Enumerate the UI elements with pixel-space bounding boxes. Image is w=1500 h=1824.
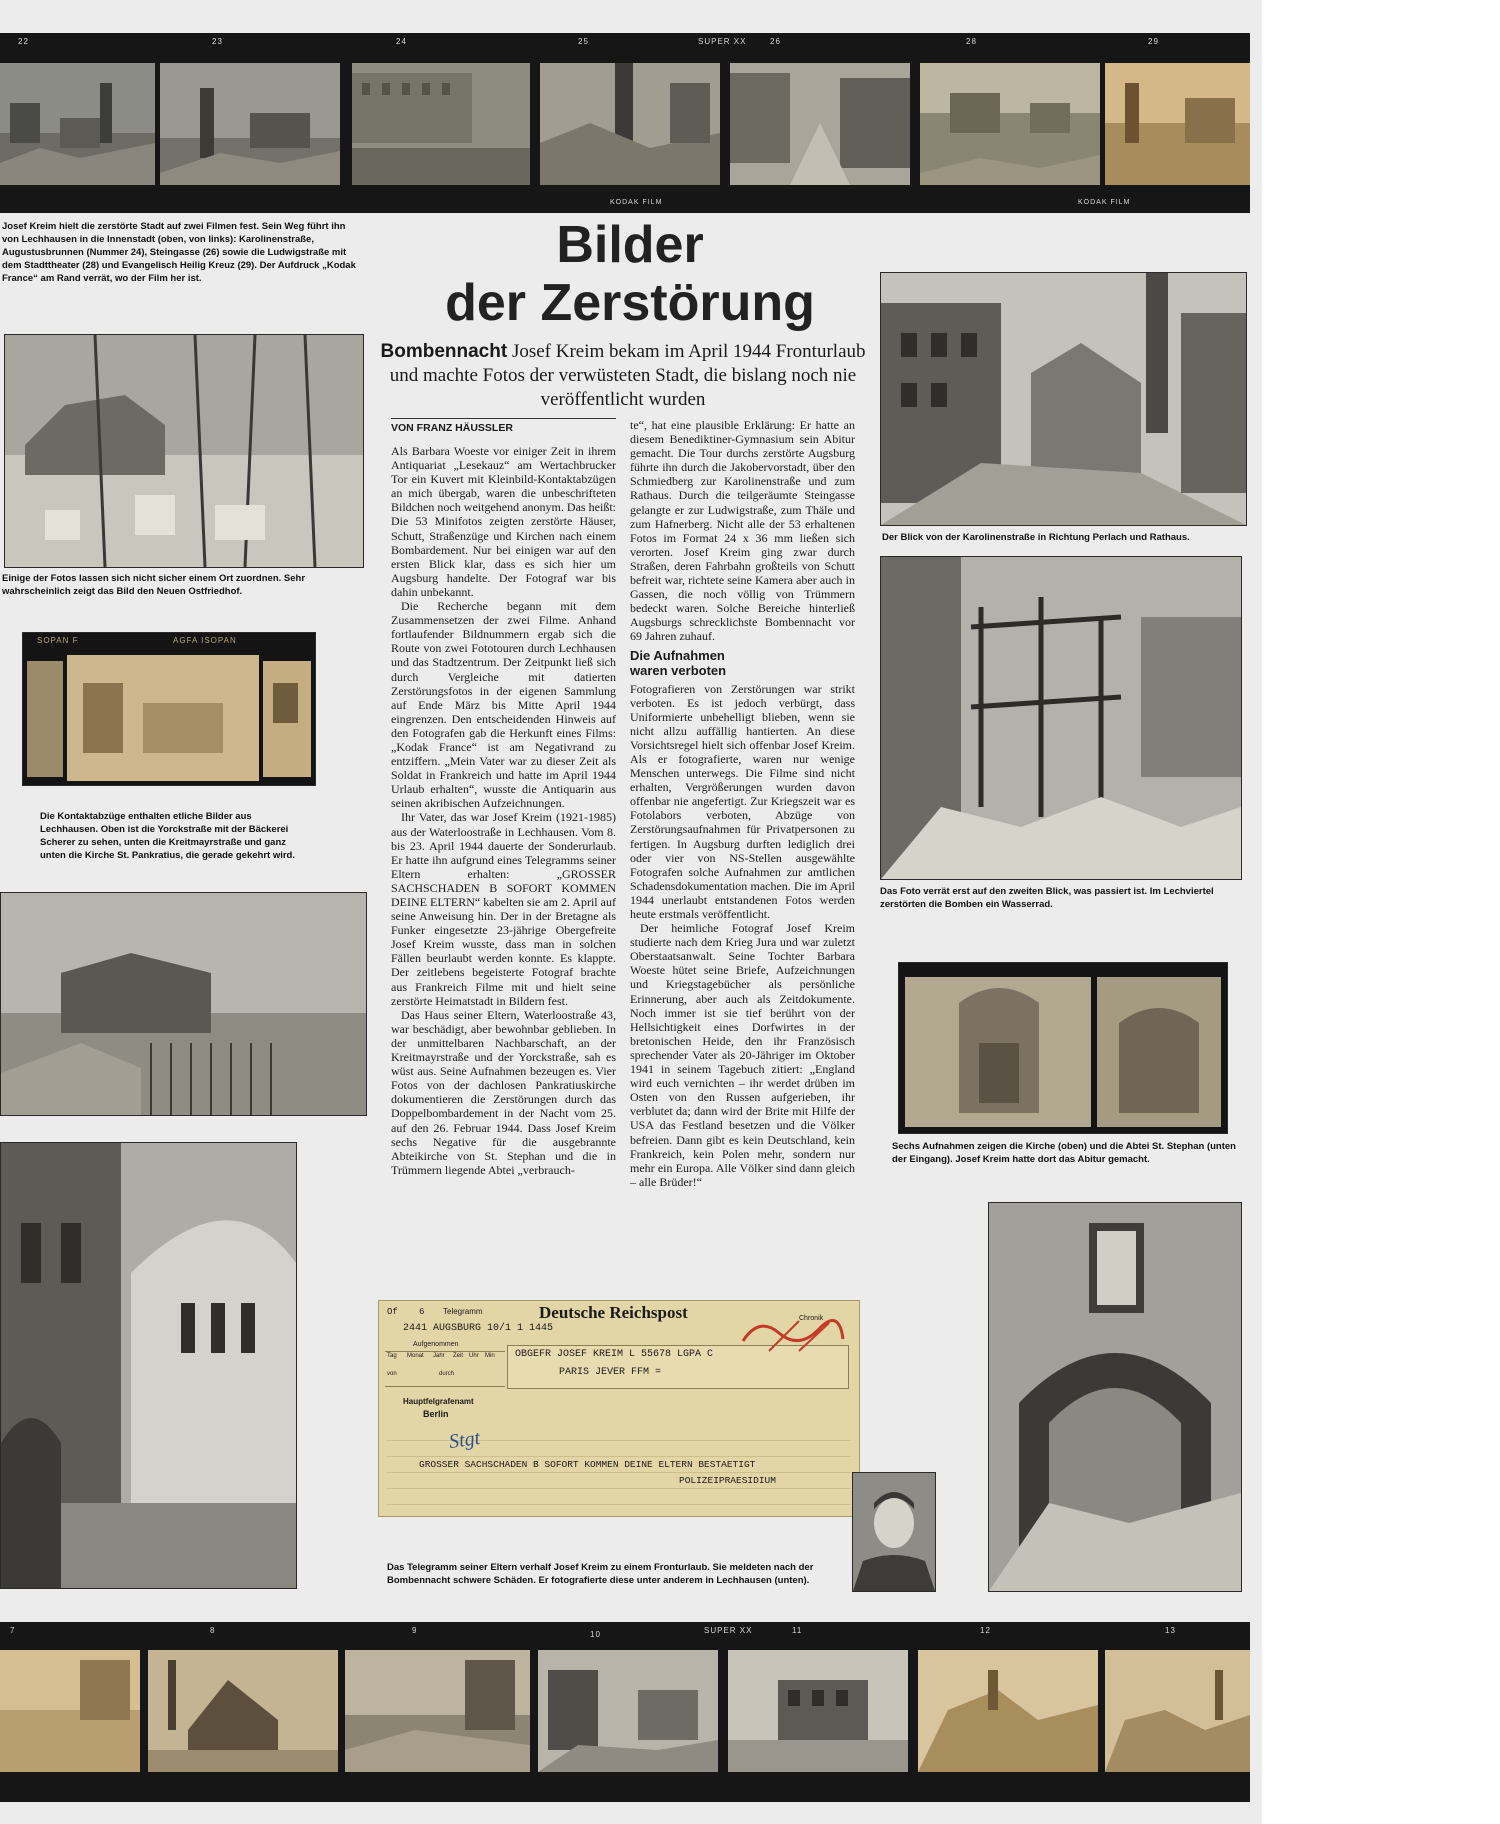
caption-telegram: Das Telegramm seiner Eltern verhalf Josef Kreim zu einem Fronturlaub. Sie meldeten nach der Bombennacht schwere Schäden. Er fotografierte diese unter anderem in Lechhausen (unten). <box>387 1562 814 1586</box>
ruins-photo <box>352 63 530 185</box>
deck <box>378 340 868 412</box>
portrait-photo <box>852 1472 936 1592</box>
deck-text: Josef Kreim bekam im April 1944 Fronturlaub und machte Fotos der verwüsteten Stadt, die bislang noch nie veröffentlicht wurden <box>389 341 866 410</box>
film-edge-text: AGFA ISOPAN <box>173 636 237 645</box>
caption-waterwheel: Das Foto verrät erst auf den zweiten Blick, was passiert ist. Im Lechviertel zerstörten die Bomben ein Wasserrad. <box>880 886 1214 910</box>
telegram-mark: von <box>387 1371 397 1377</box>
ruins-photo <box>160 63 340 185</box>
frame-number: 11 <box>792 1626 803 1635</box>
telegram-document <box>378 1300 860 1517</box>
headline-line: Bilder <box>556 216 704 274</box>
frame-number: 13 <box>1165 1626 1176 1635</box>
ruins-photo <box>345 1650 530 1772</box>
ruins-photo <box>920 63 1100 185</box>
film-edge-text: KODAK FILM <box>610 199 663 206</box>
byline: VON FRANZ HÄUSSLER <box>391 422 513 434</box>
filmstrip-top <box>0 33 1250 213</box>
telegram-mark: Zeit <box>453 1353 464 1359</box>
ruins-photo <box>538 1650 718 1772</box>
film-edge-text: SOPAN F <box>37 636 79 645</box>
ruins-photo <box>918 1650 1098 1772</box>
frame-number: 24 <box>396 37 407 46</box>
caption-cemetery: Einige der Fotos lassen sich nicht sicher einem Ort zuordnen. Sehr wahrscheinlich zeigt das Bild den Neuen Ostfriedhof. <box>2 573 306 597</box>
article-column-1 <box>391 444 616 1299</box>
cemetery-photo <box>4 334 364 568</box>
frame-number: 12 <box>980 1626 991 1635</box>
telegram-line: GROSSER SACHSCHADEN B SOFORT KOMMEN DEINE ELTERN BESTAETIGT <box>419 1459 756 1470</box>
telegram-header: Deutsche Reichspost <box>539 1303 688 1322</box>
church-interior-photo <box>0 1142 297 1589</box>
article-column-2 <box>630 418 855 1298</box>
contact-sheet-photo <box>22 632 316 786</box>
article-paragraph: Das Haus seiner Eltern, Waterloostraße 43, war beschädigt, aber bewohnbar geblieben. In der unmittelbaren Nachbarschaft, an der Kreitmayrstraße und der Yorckstraße, sah es wüst aus. Seine Aufnahmen bezeugen es. Vier Fotos von der dachlosen Pankratiuskirche dokumentieren die Zerstörungen durch das Doppelbombardement in der Nacht vom 25. auf den 26. Februar 1944. Dass Josef Kreim sechs Negative für die ausgebrannte Abteikirche von St. Stephan und die in Trümmern liegende Abtei „verbrauch- <box>391 1007 616 1177</box>
ruins-photo <box>728 1650 908 1772</box>
frame-number: 8 <box>210 1626 216 1635</box>
telegram-office: Hauptfelgrafenamt <box>403 1397 474 1406</box>
article-paragraph: te“, hat eine plausible Erklärung: Er hatte an diesem Benediktiner-Gymnasium sein Abitur gemacht. Die Tour durchs zerstörte Augsburg führte ihn durch die Jakobervorstadt, über den Schmiedberg zur Karolinenstraße und zum Rathaus. Durch die teilgeräumte Steingasse gelangte er zur Ludwigstraße, zum Thäle und zum Hafnerberg. Nicht alle der 53 erhaltenen Fotos im Format 24 x 36 mm ließen sich verorten. Josef Kreim ging zwar durch Straßen, deren Fahrbahn großteils von Schutt befreit war, richtete seine Kamera aber auch in Gassen, die noch völlig von Trümmern bedeckt waren. Solche Bereiche hinterließ Augsburgs schrecklichste Bombennacht vor 69 Jahren zuhauf. <box>630 418 855 644</box>
article-paragraph: Der heimliche Fotograf Josef Kreim studierte nach dem Krieg Jura und war zuletzt Oberstaatsanwalt. Seine Tochter Barbara Woeste hütet seine Briefe, Aufzeichnungen und Kriegstagebücher als persönliche Erinnerung, aber auch als Zeitdokumente. Noch immer ist sie tief berührt von der Hellsichtigkeit eines Dorfwirtes in der bretonischen Heide, den ihr Französisch sprechender Vater als 20-Jähriger im Oktober 1941 in seinem Tagebuch zitiert: „England wird euch vernichten – ihr werdet drüben im Osten von den Russen aufgerieben, ihr verblutet da; dann wird der Brite mit Hilfe der USA das Festland besetzen und die Völker befreien. Dann gibt es kein Deutschland, kein Frankreich, kein Polen mehr, sondern nur mehr ein Europa. Alle Völker sind dann gleich – alle Brüder!“ <box>630 921 855 1189</box>
subheading-line: Die Aufnahmen <box>630 647 725 663</box>
article-paragraph: Die Recherche begann mit dem Zusammensetzen der zwei Filme. Anhand fortlaufender Bildnummern ergab sich die Route von zwei Fototouren durch Lechhausen und das Stadtzentrum. Der Zeitpunkt ließ sich durch Vergleiche mit datierten Zerstörungsfotos in der eigenen Sammlung auf Ende März bis Mitte April 1944 eingrenzen. Den entscheidenden Hinweis auf den Fotografen gab die Herkunft eines Films: „Kodak France“ ist am Negativrand zu entziffern. „Mein Vater war zu dieser Zeit als Soldat in Frankreich und hatte im April 1944 Urlaub erhalten“, wusste die Antiquarin aus seinen akribischen Aufzeichnungen. <box>391 599 616 811</box>
ruins-photo <box>730 63 910 185</box>
ruins-photo <box>1105 1650 1250 1772</box>
lechhausen-ruins-photo <box>0 892 367 1116</box>
caption-contact: Die Kontaktabzüge enthalten etliche Bilder aus Lechhausen. Oben ist die Yorckstraße mit der Bäckerei Scherer zu sehen, unten die Kreitmayrstraße und ganz unten die Kirche St. Pankratius, die gerade gekehrt wird. <box>40 811 295 861</box>
frame-number: 22 <box>18 37 29 46</box>
ruins-photo <box>1105 63 1250 185</box>
caption-filmstrip: Josef Kreim hielt die zerstörte Stadt auf zwei Filmen fest. Sein Weg führt ihn von Lechhausen in die Innenstadt (oben, von links): Karolinenstraße, Augustusbrunnen (Nummer 24), Steingasse (26) sowie die Ludwigstraße mit dem Stadttheater (28) und Evangelisch Heilig Kreuz (29). Der Aufdruck „Kodak France“ am Rand verrät, wo der Film her ist. <box>2 221 356 284</box>
caption-karolinen: Der Blick von der Karolinenstraße in Richtung Perlach und Rathaus. <box>882 532 1190 543</box>
frame-number: 9 <box>412 1626 418 1635</box>
frame-number: 29 <box>1148 37 1159 46</box>
caption-stephan: Sechs Aufnahmen zeigen die Kirche (oben) und die Abtei St. Stephan (unten der Eingang). Josef Kreim hatte dort das Abitur gemacht. <box>892 1141 1236 1165</box>
telegram-mark: Uhr <box>469 1353 479 1359</box>
frame-number: 25 <box>578 37 589 46</box>
telegram-mark: 6 <box>419 1307 425 1317</box>
telegram-mark: Aufgenommen <box>413 1341 459 1348</box>
deck-kicker: Bombennacht <box>380 341 508 362</box>
article-paragraph: Als Barbara Woeste vor einiger Zeit in ihrem Antiquariat „Lesekauz“ am Wertachbrucker Tor ein Kuvert mit Kleinbild-Kontaktabzügen an mich übergab, waren die unbeschrifteten Bildchen noch weitgehend anonym. Das heißt: Die 53 Minifotos zeigten zerstörte Häuser, Schutt, Straßenzüge und Kirchen nach einem Bombardement. Nur bei einigen war auf den ersten Blick klar, dass es sich hier um Augsburg handelte. Der Fotograf war bis dahin unbekannt. <box>391 444 616 599</box>
frame-number: 28 <box>966 37 977 46</box>
ruins-photo <box>540 63 720 185</box>
telegram-mark: Of <box>387 1307 398 1317</box>
ruins-photo <box>148 1650 338 1772</box>
ruins-photo <box>0 1650 140 1772</box>
telegram-mark: Jahr <box>433 1353 445 1359</box>
headline-line: der Zerstörung <box>445 274 815 332</box>
subheading-line: waren verboten <box>630 662 727 678</box>
frame-number: 23 <box>212 37 223 46</box>
headline <box>400 216 860 332</box>
telegram-label: Telegramm <box>443 1307 483 1316</box>
abbey-entrance-photo <box>988 1202 1242 1592</box>
telegram-line: PARIS JEVER FFM = <box>559 1367 662 1378</box>
frame-number: 10 <box>590 1630 601 1639</box>
st-stephan-contact-photo <box>898 962 1228 1134</box>
telegram-office-city: Berlin <box>423 1409 449 1419</box>
film-brand: SUPER XX <box>698 37 747 46</box>
article-paragraph: Fotografieren von Zerstörungen war strikt verboten. Es ist jedoch verbürgt, dass Uniformierte unbehelligt blieben, wenn sie nicht allzu auffällig hantierten. An diese Vorsichtsregel hielt sich offenbar Josef Kreim. Als er fotografierte, waren nur wenige Menschen unterwegs. Die Filme sind nicht erhalten, Vergrößerungen wurden davon offenbar nie angefertigt. Zur Kriegszeit war es Fotolabors verboten, Abzüge von Zerstörungsaufnahmen für Privatpersonen zu fertigen. In Augsburg durften lediglich drei oder vier von NS-Stellen ausgewählte Fotografen solche Aufnahmen zur amtlichen Schadensdokumentation machen. Die im April 1944 unerlaubt entstandenen Fotos werden heute erstmals veröffentlicht. <box>630 681 855 921</box>
karolinenstrasse-photo <box>880 272 1247 526</box>
waterwheel-photo <box>880 556 1242 880</box>
red-pencil-mark <box>739 1311 849 1361</box>
frame-number: 26 <box>770 37 781 46</box>
telegram-line: OBGEFR JOSEF KREIM L 55678 LGPA C <box>515 1349 714 1360</box>
byline-rule <box>391 418 616 419</box>
telegram-line: POLIZEIPRAESIDIUM <box>679 1475 776 1486</box>
ruins-photo <box>0 63 155 185</box>
subheading <box>630 648 855 678</box>
telegram-mark: durch <box>439 1371 455 1377</box>
telegram-mark: Monat <box>407 1353 424 1359</box>
film-brand: SUPER XX <box>704 1626 753 1635</box>
telegram-mark: Chronik <box>799 1315 824 1322</box>
filmstrip-bottom <box>0 1622 1250 1802</box>
telegram-mark: Min <box>485 1353 495 1359</box>
film-edge-text: KODAK FILM <box>1078 199 1131 206</box>
article-paragraph: Ihr Vater, das war Josef Kreim (1921-1985) aus der Waterloostraße in Lechhausen. Vom 8. bis 23. April 1944 dauerte der Sonderurlaub. Er hatte ihn aufgrund eines Telegramms seiner Eltern erhalten: „GROSSER SACHSCHADEN B SOFORT KOMMEN DEINE ELTERN“ kabelten sie am 2. April auf seine Anweisung hin. Der in der Bretagne als Funker eingesetzte 23-jährige Obergefreite Josef Kreim wusste, dass man in solchen Fällen beurlaubt werden konnte. Es klappte. Der zeitlebens begeisterte Fotograf brachte aus Frankreich Filme mit und hielt seine zerstörte Heimatstadt in Bildern fest. <box>391 810 616 1008</box>
frame-number: 7 <box>10 1626 16 1635</box>
telegram-mark: Tag <box>387 1353 397 1359</box>
telegram-stamp: Stgt <box>447 1426 482 1454</box>
telegram-line: 2441 AUGSBURG 10/1 1 1445 <box>403 1323 554 1334</box>
